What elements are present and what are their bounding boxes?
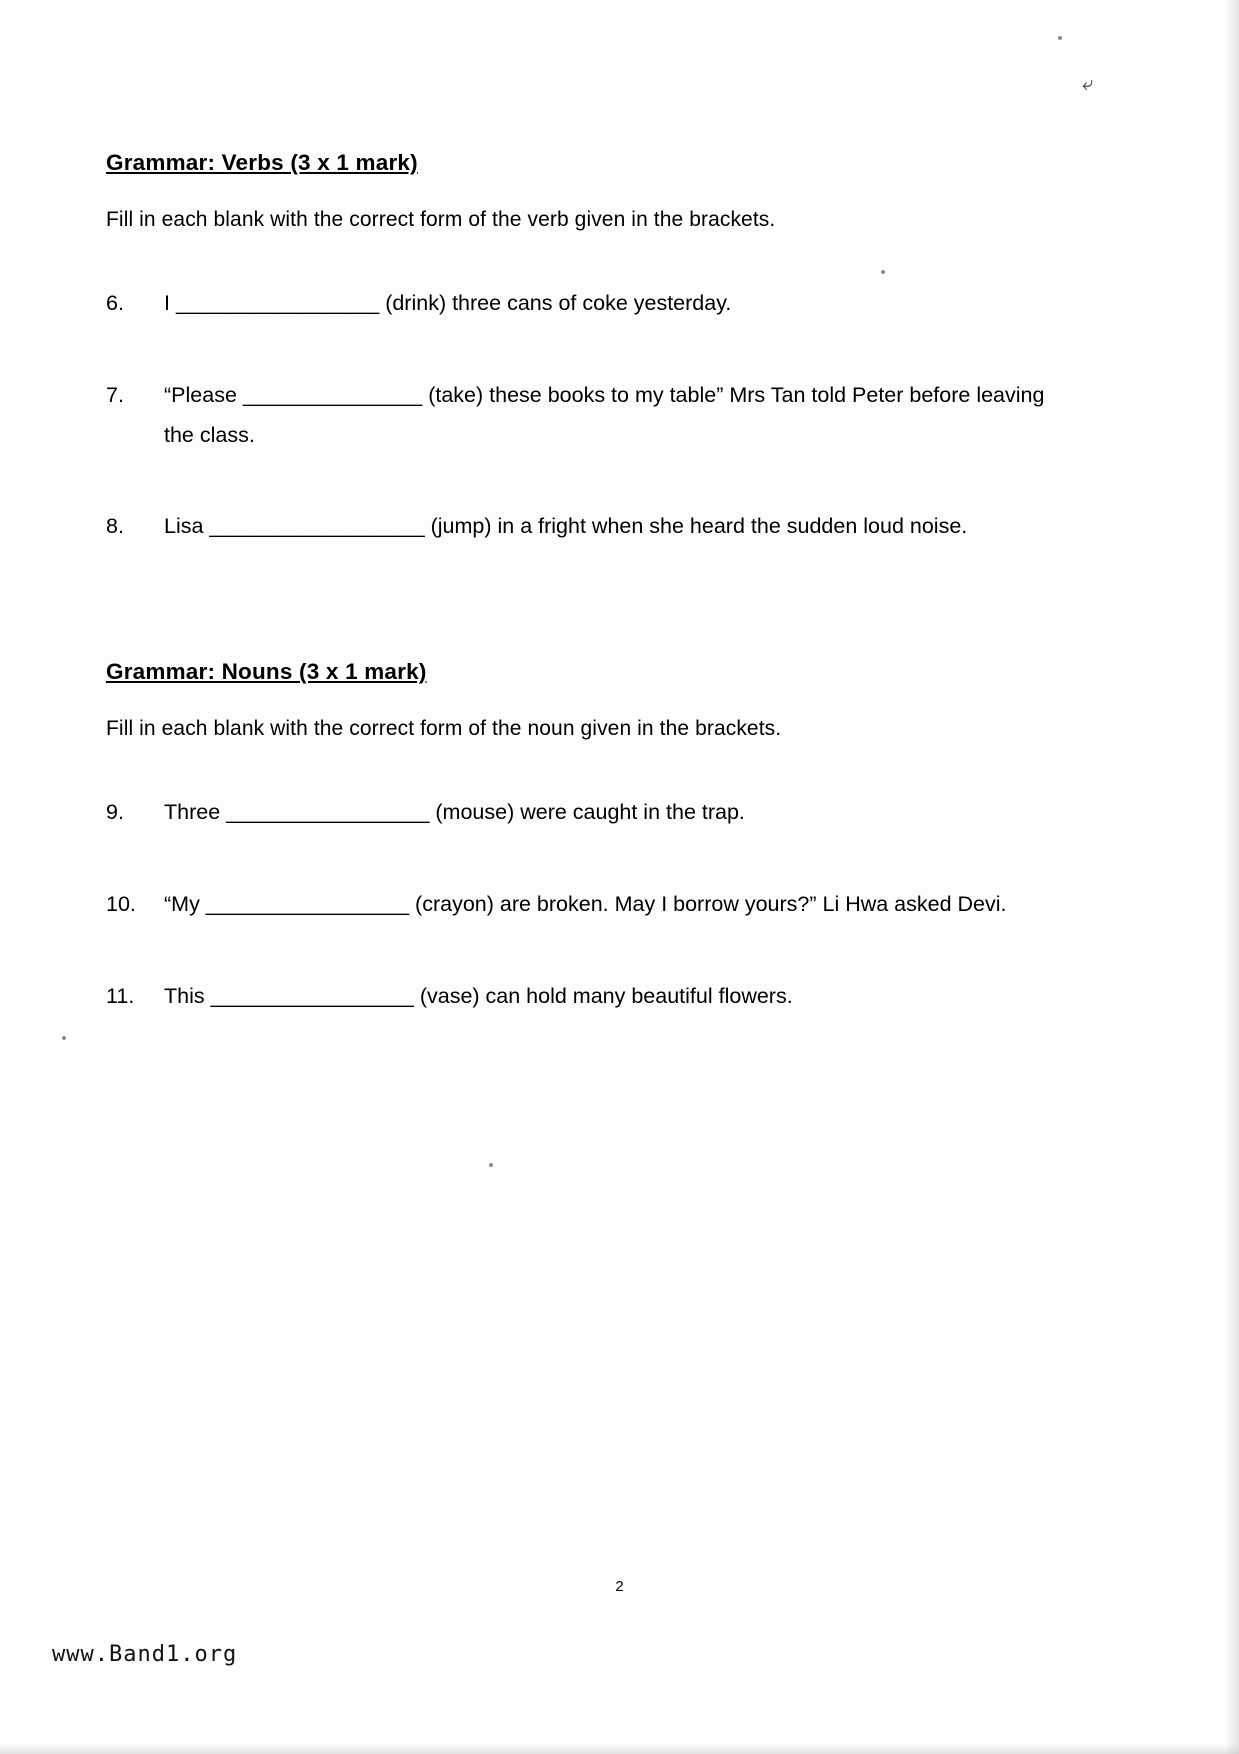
- question-number: 10.: [106, 891, 136, 916]
- footer-url: www.Band1.org: [52, 1642, 238, 1667]
- question-item: [106, 793, 1106, 833]
- scan-edge-shadow-right: [1225, 0, 1239, 1754]
- question-item: [106, 885, 1106, 925]
- section-heading-nouns: Grammar: Nouns (3 x 1 mark): [106, 659, 427, 685]
- question-text: Three _________________ (mouse) were caught in the trap.: [164, 800, 745, 825]
- scan-speck: [489, 1163, 493, 1167]
- scan-speck: [62, 1036, 66, 1040]
- worksheet-content: [106, 150, 1106, 1016]
- question-text: I _________________ (drink) three cans of coke yesterday.: [164, 291, 732, 315]
- scan-speck: [1058, 36, 1062, 40]
- question-text: Lisa __________________ (jump) in a fright when she heard the sudden loud noise.: [164, 514, 968, 539]
- question-number: 6.: [106, 291, 124, 315]
- section-instruction-verbs: Fill in each blank with the correct form of the verb given in the brackets.: [106, 208, 776, 231]
- question-item: [106, 284, 1106, 324]
- section-heading-verbs: Grammar: Verbs (3 x 1 mark): [106, 150, 418, 175]
- scan-edge-shadow-bottom: [0, 1744, 1239, 1754]
- question-number: 9.: [106, 800, 124, 825]
- question-item: [106, 507, 1106, 547]
- section-verbs: [106, 150, 1106, 547]
- page-number: 2: [615, 1578, 624, 1595]
- question-number: 7.: [106, 382, 124, 407]
- question-text: This _________________ (vase) can hold many beautiful flowers.: [164, 983, 793, 1008]
- question-number: 11.: [106, 983, 135, 1008]
- question-item: [106, 977, 1106, 1017]
- section-nouns: [106, 659, 1106, 1016]
- section-instruction-nouns: Fill in each blank with the correct form of the noun given in the brackets.: [106, 717, 782, 741]
- question-list-nouns: [106, 793, 1106, 1016]
- pointer-artifact-icon: ⤶: [1082, 73, 1094, 95]
- section-spacer: [106, 547, 1106, 659]
- question-item: [106, 376, 1106, 456]
- question-number: 8.: [106, 514, 124, 539]
- question-text: “Please _______________ (take) these books to my table” Mrs Tan told Peter before leaving the class.: [164, 382, 1045, 447]
- question-list-verbs: [106, 284, 1106, 547]
- question-text: “My _________________ (crayon) are broken. May I borrow yours?” Li Hwa asked Devi.: [164, 891, 1007, 916]
